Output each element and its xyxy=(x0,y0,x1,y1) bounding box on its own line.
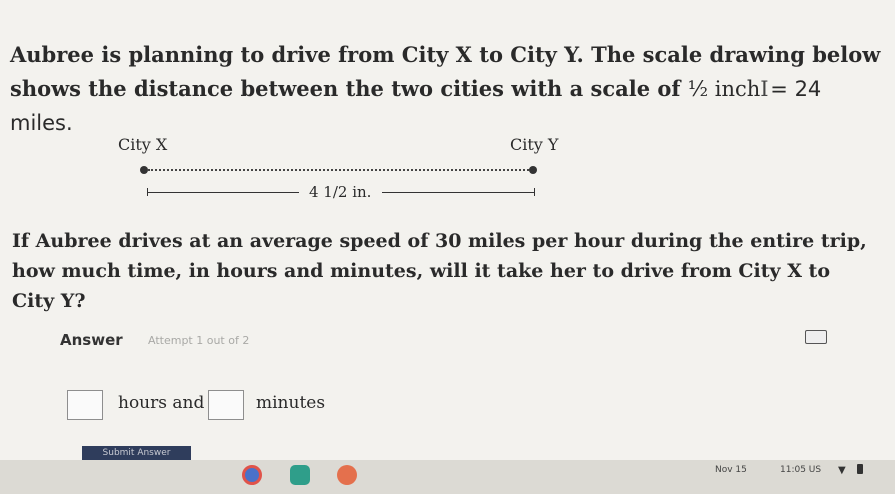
city-x-label: City X xyxy=(118,135,168,154)
chrome-icon[interactable] xyxy=(242,465,262,485)
attempt-counter: Attempt 1 out of 2 xyxy=(148,334,250,347)
status-time: 11:05 US xyxy=(780,465,822,475)
text-cursor-icon: I xyxy=(760,77,769,101)
distance-dotted-line xyxy=(148,169,529,171)
wifi-icon: ▼ xyxy=(838,465,846,476)
status-date: Nov 15 xyxy=(715,465,747,475)
minutes-unit-label: minutes xyxy=(256,393,326,413)
hours-unit-label: hours and xyxy=(118,393,205,413)
measure-label: 4 1/2 in. xyxy=(309,183,372,201)
taskbar xyxy=(0,460,895,494)
hours-input[interactable] xyxy=(67,390,103,420)
question-prompt: If Aubree drives at an average speed of 30 miles per hour during the entire trip, how much time, in hours and minutes, will it take her to drive from City X to City Y? xyxy=(12,230,867,312)
city-y-label: City Y xyxy=(510,135,559,154)
city-y-dot xyxy=(529,166,537,174)
app-icon[interactable] xyxy=(337,465,357,485)
chat-app-icon[interactable] xyxy=(290,465,310,485)
battery-icon xyxy=(857,464,863,474)
scale-value: = 24 miles. xyxy=(10,77,822,135)
submit-answer-button[interactable]: Submit Answer xyxy=(82,446,191,460)
question-intro: Aubree is planning to drive from City X to City Y. The scale drawing below shows the distance between the two cities with a scale of xyxy=(10,42,881,101)
city-x-dot xyxy=(140,166,148,174)
scale-fraction: ½ inch xyxy=(687,77,761,101)
minutes-input[interactable] xyxy=(208,390,244,420)
question-text xyxy=(10,38,885,140)
answer-label: Answer xyxy=(60,331,123,349)
measure-tick-right xyxy=(534,188,535,196)
measure-line-right xyxy=(382,192,535,193)
measure-line-left xyxy=(147,192,299,193)
calculator-icon[interactable] xyxy=(805,330,827,344)
